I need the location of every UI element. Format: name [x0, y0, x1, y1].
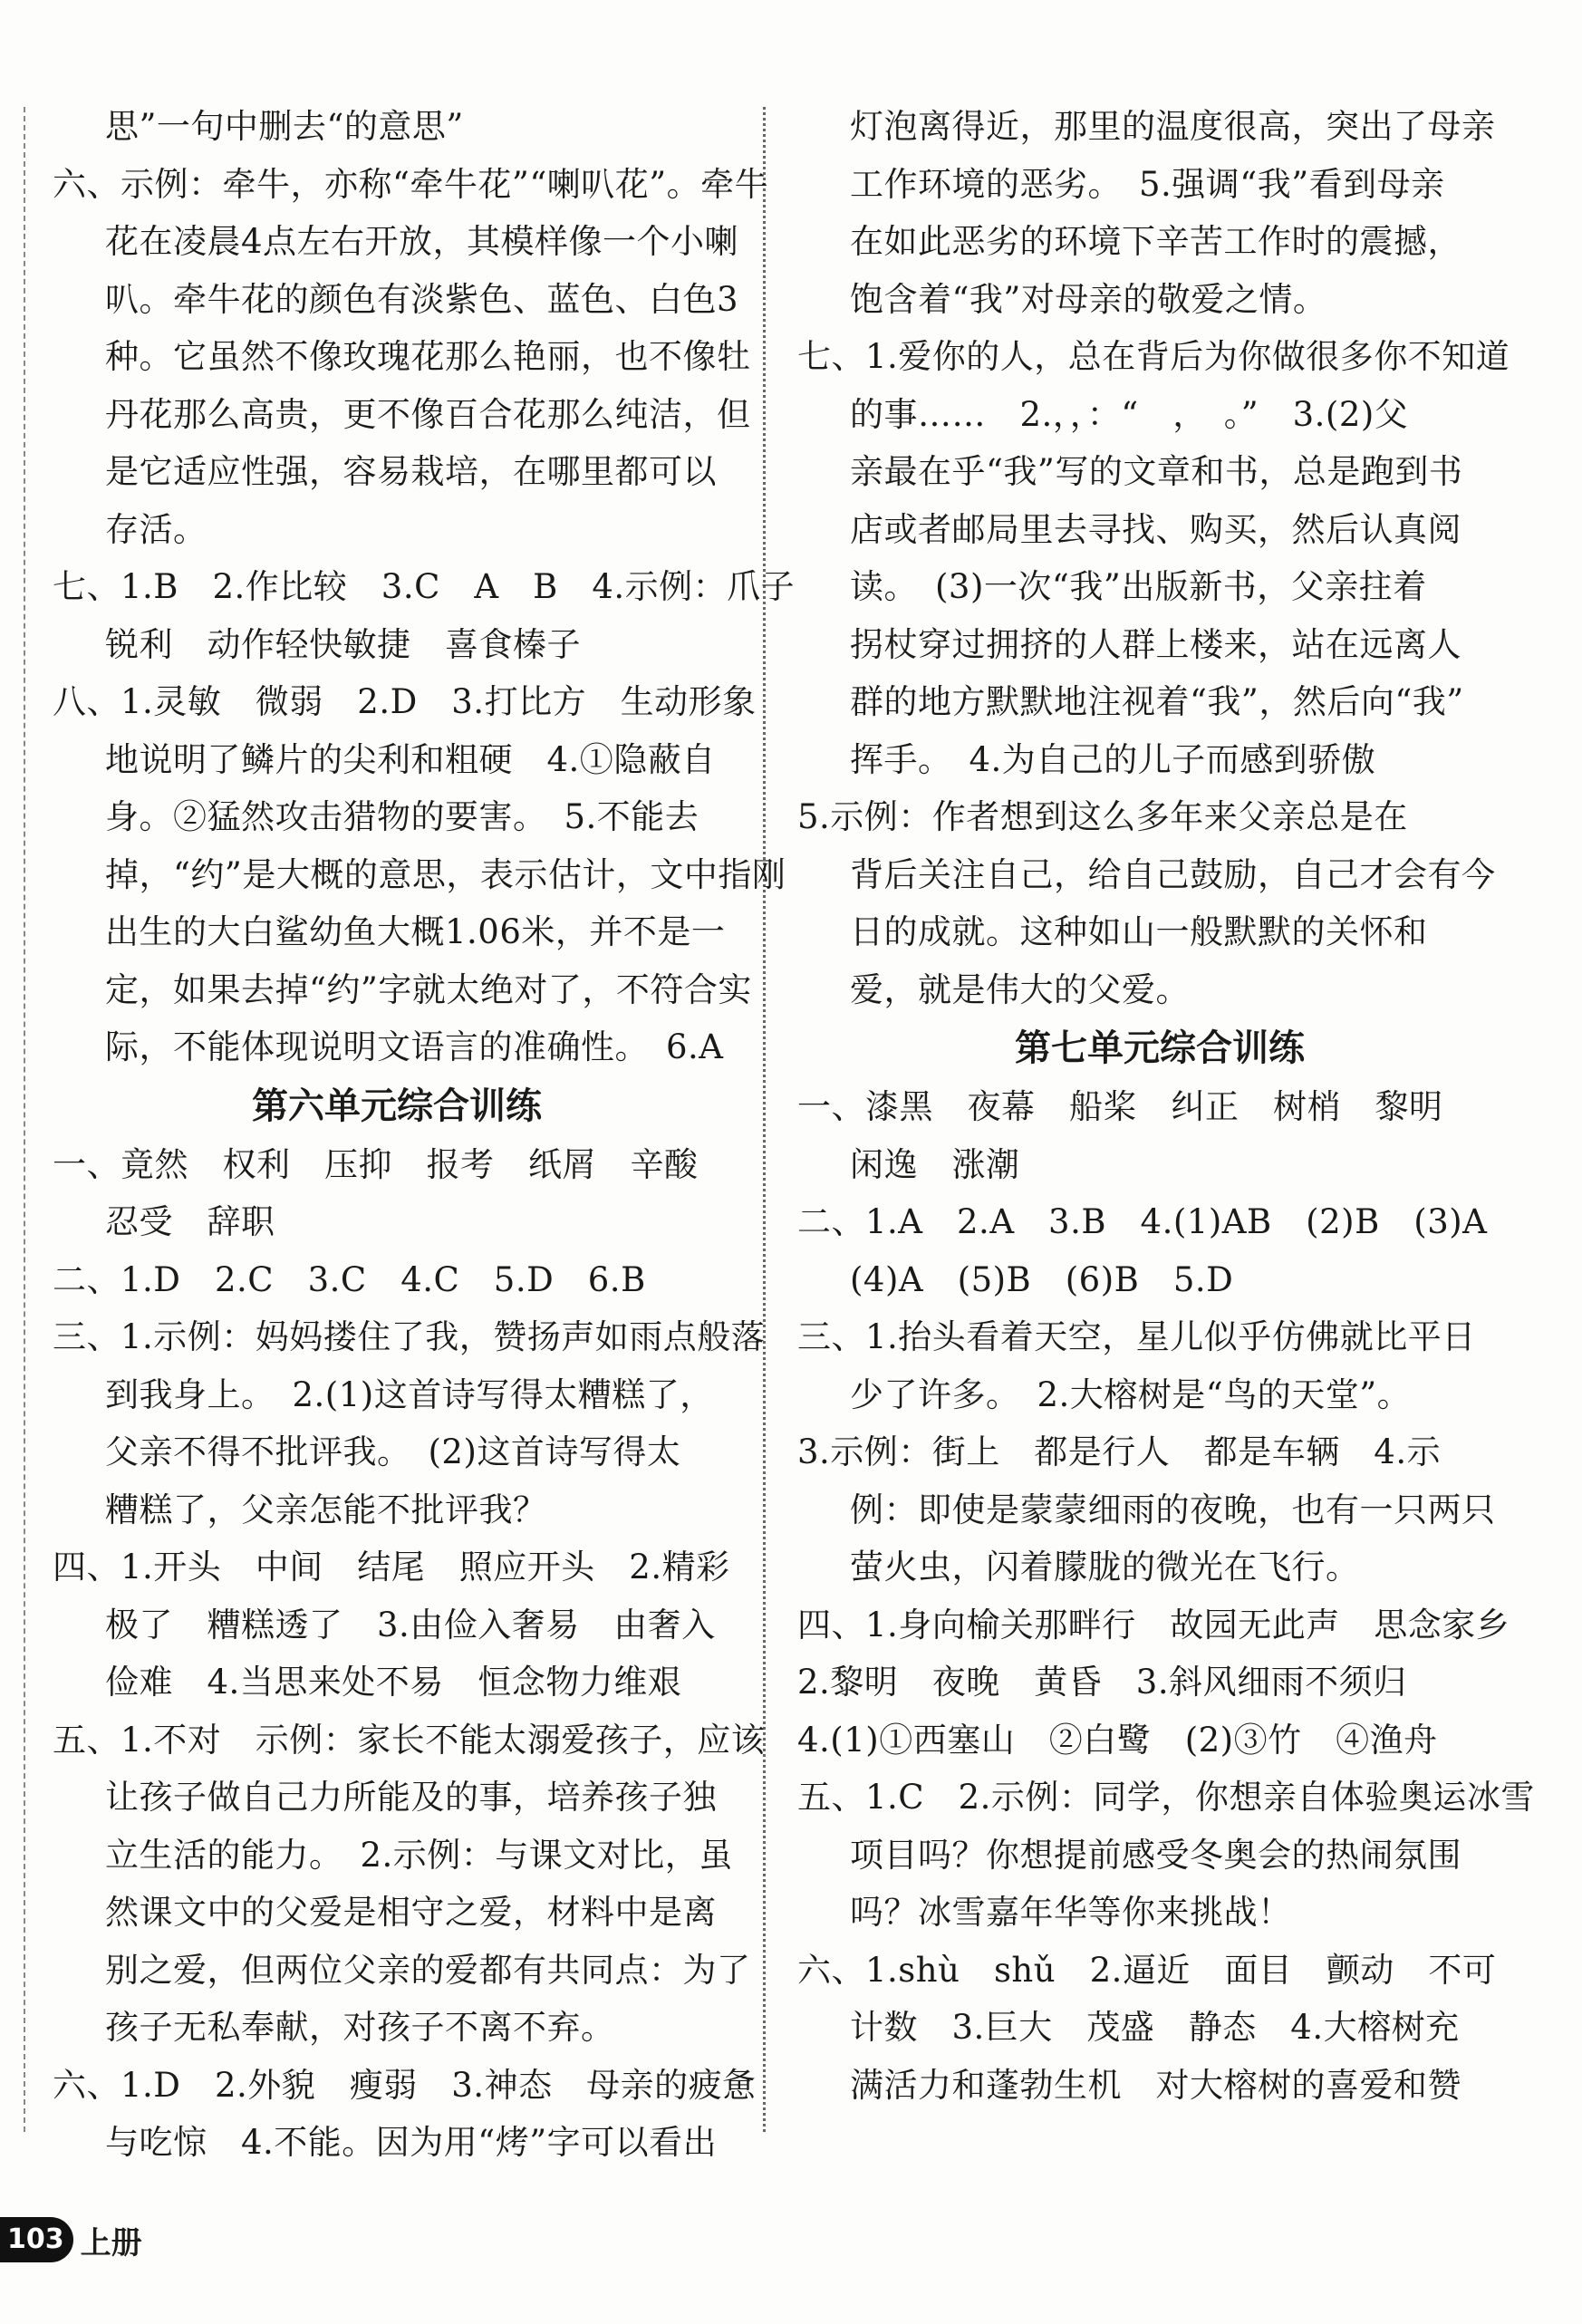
answer-line: 父亲不得不批评我。 (2)这首诗写得太: [105, 1432, 681, 1471]
answer-line: 出生的大白鲨幼鱼大概1.06米，并不是一: [105, 912, 726, 951]
answer-line: 吗？冰雪嘉年华等你来挑战！: [850, 1893, 1292, 1932]
answer-line: 二、1.A 2.A 3.B 4.(1)AB (2)B (3)A: [797, 1202, 1488, 1241]
answer-line: 满活力和蓬勃生机 对大榕树的喜爱和赞: [850, 2065, 1461, 2105]
answer-line: 计数 3.巨大 茂盛 静态 4.大榕树充: [850, 2008, 1460, 2047]
answer-line: 一、竟然 权利 压抑 报考 纸屑 辛酸: [53, 1144, 699, 1184]
answer-line: 与吃惊 4.不能。因为用“烤”字可以看出: [105, 2123, 718, 2162]
answer-line: 4.(1)①西塞山 ②白鹭 (2)③竹 ④渔舟: [797, 1720, 1438, 1760]
answer-line: 店或者邮局里去寻找、购买，然后认真阅: [850, 509, 1461, 549]
volume-label: 上册: [80, 2224, 142, 2261]
answer-line: 极了 糟糕透了 3.由俭入奢易 由奢入: [105, 1605, 716, 1644]
answer-line: 五、1.不对 示例：家长不能太溺爱孩子，应该: [53, 1720, 766, 1760]
answer-line: 工作环境的恶劣。 5.强调“我”看到母亲: [850, 164, 1445, 204]
answer-line: 花在凌晨4点左右开放，其模样像一个小喇: [105, 222, 739, 261]
left-answer-block-2: [53, 1136, 766, 2172]
page-number: 103: [0, 2217, 73, 2262]
answer-line: 日的成就。这种如山一般默默的关怀和: [850, 912, 1428, 951]
answer-line: 挥手。 4.为自己的儿子而感到骄傲: [850, 739, 1376, 779]
answer-line: 四、1.开头 中间 结尾 照应开头 2.精彩: [53, 1548, 730, 1586]
answer-line: 亲最在乎“我”写的文章和书，总是跑到书: [850, 452, 1463, 491]
answer-line: 二、1.D 2.C 3.C 4.C 5.D 6.B: [53, 1259, 646, 1299]
left-column: [53, 98, 796, 2172]
answer-line: 存活。: [105, 509, 207, 549]
right-answer-block-1: [797, 98, 1522, 1018]
answer-line: 例：即使是蒙蒙细雨的夜晚，也有一只两只: [850, 1490, 1496, 1529]
answer-line: 七、1.爱你的人，总在背后为你做很多你不知道: [797, 337, 1510, 376]
answer-line: 锐利 动作轻快敏捷 喜食榛子: [105, 624, 581, 664]
answer-line: 叭。牵牛花的颜色有淡紫色、蓝色、白色3: [105, 279, 739, 319]
answer-line: 是它适应性强，容易栽培，在哪里都可以: [105, 452, 717, 491]
answer-line: 身。②猛然攻击猎物的要害。 5.不能去: [105, 797, 699, 836]
answer-line: 饱含着“我”对母亲的敬爱之情。: [850, 279, 1327, 319]
answer-line: 萤火虫，闪着朦胧的微光在飞行。: [850, 1548, 1360, 1586]
answer-line: 2.黎明 夜晚 黄昏 3.斜风细雨不须归: [797, 1663, 1407, 1702]
answer-line: 忍受 辞职: [105, 1202, 275, 1241]
answer-line: 背后关注自己，给自己鼓励，自己才会有今: [850, 854, 1496, 894]
answer-line: 四、1.身向榆关那畔行 故园无此声 思念家乡: [797, 1605, 1510, 1644]
answer-line: 糟糕了，父亲怎能不批评我？: [105, 1490, 547, 1529]
answer-line: 际，不能体现说明文语言的准确性。 6.A: [105, 1027, 724, 1066]
left-margin-rail: [24, 107, 25, 2132]
answer-line: 种。它虽然不像玫瑰花那么艳丽，也不像牡: [105, 337, 751, 376]
answer-line: 灯泡离得近，那里的温度很高，突出了母亲: [850, 107, 1496, 146]
answer-line: 的事…… 2.，，：“ ， 。” 3.(2)父: [850, 394, 1409, 434]
answer-line: 项目吗？你想提前感受冬奥会的热闹氛围: [850, 1835, 1461, 1875]
answer-line: 地说明了鳞片的尖利和粗硬 4.①隐蔽自: [105, 739, 716, 779]
answer-line: 然课文中的父爱是相守之爱，材料中是离: [105, 1893, 717, 1932]
answer-line: 少了许多。 2.大榕树是“鸟的天堂”。: [850, 1374, 1412, 1414]
answer-line: 立生活的能力。 2.示例：与课文对比，虽: [105, 1835, 733, 1875]
answer-line: 闲逸 涨潮: [850, 1144, 1020, 1184]
answer-line: 六、示例：牵牛，亦称“牵牛花”“喇叭花”。牵牛: [53, 164, 769, 204]
answer-line: 思”一句中删去“的意思”: [105, 107, 464, 146]
answer-line: 一、漆黑 夜幕 船桨 纠正 树梢 黎明: [797, 1087, 1443, 1126]
answer-line: 在如此恶劣的环境下辛苦工作时的震撼，: [850, 222, 1461, 261]
right-answer-block-2: [797, 1078, 1535, 2114]
answer-line: 让孩子做自己力所能及的事，培养孩子独: [105, 1778, 717, 1817]
left-answer-block-1: [53, 98, 796, 1076]
answer-line: 拐杖穿过拥挤的人群上楼来，站在远离人: [850, 624, 1461, 664]
column-divider: [763, 107, 766, 2132]
answer-line: 俭难 4.当思来处不易 恒念物力维艰: [105, 1663, 682, 1702]
page-footer: [0, 2215, 142, 2264]
answer-line: 5.示例：作者想到这么多年来父亲总是在: [797, 797, 1408, 836]
answer-line: 群的地方默默地注视着“我”，然后向“我”: [850, 682, 1464, 721]
answer-line: 定，如果去掉“约”字就太绝对了，不符合实: [105, 969, 752, 1009]
answer-line: 七、1.B 2.作比较 3.C A B 4.示例：爪子: [53, 567, 796, 606]
answer-line: 读。 (3)一次“我”出版新书，父亲拄着: [850, 567, 1427, 606]
answer-line: 到我身上。 2.(1)这首诗写得太糟糕了，: [105, 1374, 714, 1414]
answer-line: 八、1.灵敏 微弱 2.D 3.打比方 生动形象: [53, 682, 757, 721]
answer-line: 爱，就是伟大的父爱。: [850, 969, 1190, 1009]
answer-line: 五、1.C 2.示例：同学，你想亲自体验奥运冰雪: [797, 1778, 1535, 1817]
right-column: [797, 98, 1535, 2114]
answer-line: 六、1.shù shǔ 2.逼近 面目 颤动 不可: [797, 1950, 1497, 1990]
answer-line: 三、1.示例：妈妈搂住了我，赞扬声如雨点般落: [53, 1317, 766, 1356]
answer-line: 孩子无私奉献，对孩子不离不弃。: [105, 2008, 615, 2047]
answer-line: 别之爱，但两位父亲的爱都有共同点：为了: [105, 1950, 751, 1990]
answer-line: 丹花那么高贵，更不像百合花那么纯洁，但: [105, 394, 751, 434]
answer-line: 三、1.抬头看着天空，星儿似乎仿佛就比平日: [797, 1317, 1476, 1356]
answer-line: 六、1.D 2.外貌 瘦弱 3.神态 母亲的疲惫: [53, 2065, 757, 2105]
section-heading-unit-6: 第六单元综合训练: [252, 1085, 542, 1127]
answer-line: 3.示例：街上 都是行人 都是车辆 4.示: [797, 1432, 1442, 1471]
answer-line: 掉，“约”是大概的意思，表示估计，文中指刚: [105, 854, 786, 894]
answer-line: (4)A (5)B (6)B 5.D: [850, 1259, 1234, 1299]
section-heading-unit-7: 第七单元综合训练: [1015, 1027, 1305, 1069]
